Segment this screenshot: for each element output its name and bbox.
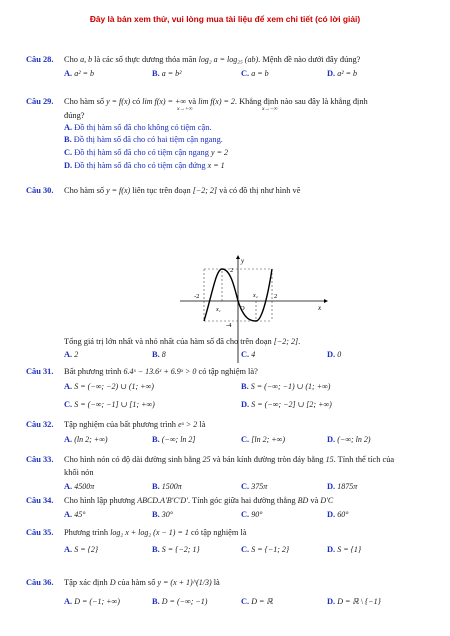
q32-option-c[interactable]: C. [ln 2; +∞)	[241, 435, 286, 444]
q33-radius: 15	[325, 455, 334, 464]
q30-text-c: và có đồ thị như hình vẽ	[219, 186, 301, 195]
q29-option-d[interactable]: D. Đồ thị hàm số đã cho có tiệm cận đứng x = 1	[64, 161, 225, 170]
q36-option-b[interactable]: B. D = (−∞; −1)	[152, 597, 208, 606]
q32-inequality: eˣ > 2	[178, 420, 198, 429]
q28-text-c: . Mệnh đề nào dưới đây đúng?	[258, 55, 361, 64]
q33-text-d: khối nón	[64, 468, 94, 477]
q29-text-d: . Khẳng định nào sau đây là khẳng định	[234, 97, 368, 106]
q32-option-a[interactable]: A. (ln 2; +∞)	[64, 435, 108, 444]
q28-option-b[interactable]: B. a = b²	[152, 69, 182, 78]
q32-number: Câu 32.	[26, 420, 54, 429]
q28-option-a[interactable]: A. a² = b	[64, 69, 95, 78]
q34-number: Câu 34.	[26, 496, 54, 505]
q36-domain-symbol: D	[109, 578, 116, 587]
q33-option-d[interactable]: D. 1875π	[327, 482, 358, 491]
q30-text-b: liên tục trên đoạn	[132, 186, 191, 195]
q35-option-b[interactable]: B. S = {−2; 1}	[152, 545, 200, 554]
q34-stem: Cho hình lập phương ABCD.A′B′C′D′. Tính góc giữa hai đường thẳng BD và D′C	[64, 496, 334, 505]
q33-option-c[interactable]: C. 375π	[241, 482, 268, 491]
q30-option-b[interactable]: B. 8	[152, 350, 166, 359]
q35-option-d[interactable]: D. S = {1}	[327, 545, 362, 554]
q30-function-graph	[178, 255, 328, 365]
q33-option-b[interactable]: B. 1500π	[152, 482, 182, 491]
q34-cube: ABCD.A′B′C′D′	[137, 496, 188, 505]
q31-number: Câu 31.	[26, 367, 54, 376]
q29-text-a: Cho hàm số	[64, 97, 105, 106]
x-axis-arrow	[324, 299, 328, 303]
x-axis-label: x	[318, 304, 322, 312]
q30-text-a: Cho hàm số	[64, 186, 105, 195]
q29-limit-2: lim f(x) = 2	[198, 97, 235, 106]
q30-option-c[interactable]: C. 4	[241, 350, 256, 359]
q36-option-a[interactable]: A. D = (−1; +∞)	[64, 597, 120, 606]
q29-number: Câu 29.	[26, 97, 54, 106]
q29-function: y = f(x)	[106, 97, 131, 106]
x-tick-neg2: -2	[194, 293, 200, 300]
q29-text-e: đúng?	[64, 111, 85, 120]
q30-option-d[interactable]: D. 0	[327, 350, 342, 359]
q29-stem	[64, 97, 368, 106]
q30-number: Câu 30.	[26, 186, 54, 195]
origin-label: O	[240, 305, 245, 312]
q33-stem: Cho hình nón có độ dài đường sinh bằng 25 và bán kính đường tròn đáy bằng 15. Tính thể tích của	[64, 455, 395, 464]
y-axis-arrow	[236, 255, 240, 259]
q34-option-c[interactable]: C. 90°	[241, 510, 263, 519]
q35-option-c[interactable]: C. S = {−1; 2}	[241, 545, 290, 554]
preview-banner: Đây là bản xem thử, vui lòng mua tài liệu để xem chi tiết (có lời giải)	[89, 14, 361, 24]
q31-stem: Bất phương trình 6.4ˣ − 13.6ˣ + 6.9ˣ > 0 có tập nghiệm là?	[64, 367, 258, 376]
q34-option-b[interactable]: B. 30°	[152, 510, 173, 519]
q28-text-b: là các số thực dương thỏa mãn	[94, 55, 197, 64]
q31-option-a[interactable]: A. S = (−∞; −2) ∪ (1; +∞)	[64, 382, 154, 391]
y-axis-label: y	[241, 257, 245, 265]
q31-option-c[interactable]: C. S = (−∞; −1] ∪ [1; +∞)	[64, 400, 155, 409]
q35-stem: Phương trình log₂ x + log₂ (x − 1) = 1 có tập nghiệm là	[64, 528, 247, 537]
y-tick-2: 2	[230, 267, 234, 274]
q36-option-c[interactable]: C. D = ℝ	[241, 597, 273, 606]
x1-label: x₁	[216, 307, 221, 313]
q34-option-a[interactable]: A. 45°	[64, 510, 86, 519]
q28-text-a: Cho	[64, 55, 78, 64]
q33-slant: 25	[202, 455, 211, 464]
q29-text-c: và	[188, 97, 197, 106]
x2-label: x₂	[253, 293, 258, 299]
q29-limit-1-sub: x→+∞	[177, 106, 193, 112]
q29-limit-2-sub: x→−∞	[262, 106, 278, 112]
q29-limit-1: lim f(x) = +∞	[142, 97, 187, 106]
q29-text-b: có	[132, 97, 141, 106]
q31-option-b[interactable]: B. S = (−∞; −1) ∪ (1; +∞)	[241, 382, 331, 391]
q28-condition: log₂ a = log₂₅ (ab)	[198, 55, 259, 64]
q28-option-c[interactable]: C. a = b	[241, 69, 269, 78]
q35-option-a[interactable]: A. S = {2}	[64, 545, 99, 554]
q28-option-d[interactable]: D. a² = b	[327, 69, 358, 78]
q36-stem: Tập xác định D của hàm số y = (x + 1)^(1/3) là	[64, 578, 220, 587]
q34-line-2: D′C	[320, 496, 334, 505]
q30-interval: [−2; 2]	[192, 186, 218, 195]
q34-line-1: BD	[297, 496, 309, 505]
q29-option-c[interactable]: C. Đồ thị hàm số đã cho có tiệm cận ngang y = 2	[64, 148, 228, 157]
q36-option-d[interactable]: D. D = ℝ \ {−1}	[327, 597, 381, 606]
q28-vars: a, b	[80, 55, 93, 64]
q35-equation: log₂ x + log₂ (x − 1) = 1	[110, 528, 189, 537]
q32-option-d[interactable]: D. (−∞; ln 2)	[327, 435, 371, 444]
x-tick-2: 2	[274, 293, 278, 300]
q36-function: y = (x + 1)^(1/3)	[157, 578, 212, 587]
q31-option-d[interactable]: D. S = (−∞; −2] ∪ [2; +∞)	[241, 400, 332, 409]
q36-number: Câu 36.	[26, 578, 54, 587]
q32-option-b[interactable]: B. (−∞; ln 2]	[152, 435, 196, 444]
q33-option-a[interactable]: A. 4500π	[64, 482, 95, 491]
q35-number: Câu 35.	[26, 528, 54, 537]
q32-stem: Tập nghiệm của bất phương trình eˣ > 2 là	[64, 420, 206, 429]
q29-option-b[interactable]: B. Đồ thị hàm số đã cho có hai tiệm cận ngang.	[64, 135, 223, 144]
q30-stem	[64, 186, 300, 195]
q33-number: Câu 33.	[26, 455, 54, 464]
q29-option-a[interactable]: A. Đồ thị hàm số đã cho không có tiệm cận.	[64, 123, 212, 132]
q28-stem	[64, 55, 360, 64]
q30-question: Tổng giá trị lớn nhất và nhỏ nhất của hàm số đã cho trên đoạn [−2; 2].	[64, 337, 301, 346]
q30-option-a[interactable]: A. 2	[64, 350, 79, 359]
q34-option-d[interactable]: D. 60°	[327, 510, 349, 519]
y-tick-neg4: -4	[226, 322, 232, 329]
q30-function: y = f(x)	[106, 186, 131, 195]
q28-number: Câu 28.	[26, 55, 54, 64]
q31-inequality: 6.4ˣ − 13.6ˣ + 6.9ˣ > 0	[123, 367, 197, 376]
